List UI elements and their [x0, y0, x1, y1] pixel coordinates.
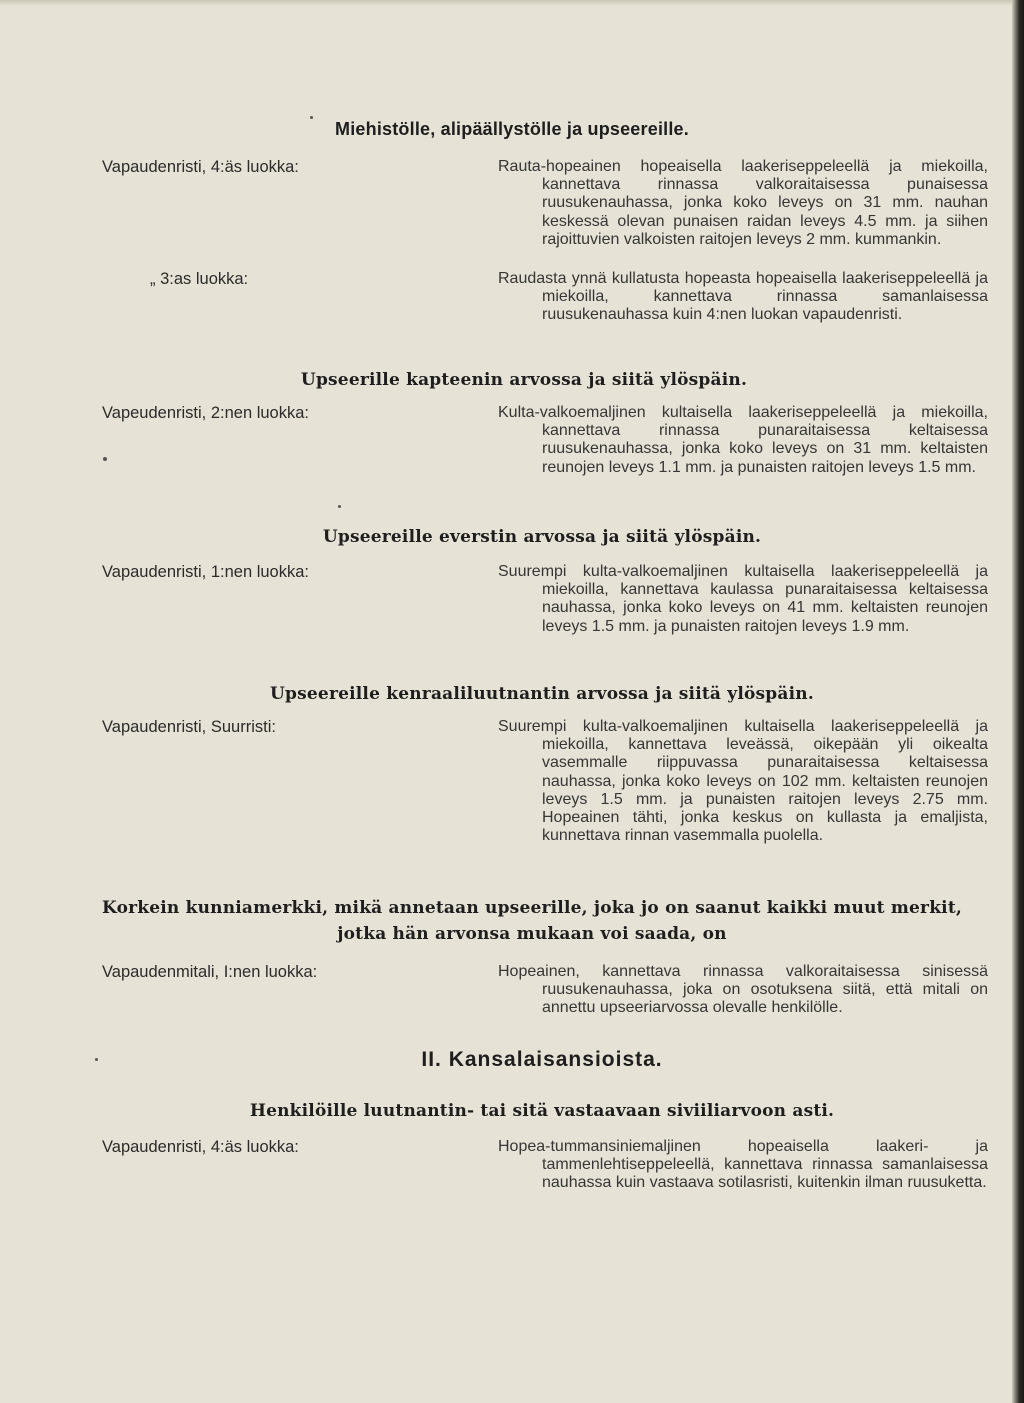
entry-label: „ 3:as luokka:	[150, 270, 249, 288]
section-heading-eversti: Upseereille everstin arvossa ja siitä ylöspäin.	[322, 527, 762, 547]
part-title: II. Kansalaisansioista.	[421, 1048, 663, 1071]
scan-speck	[103, 457, 107, 461]
entry-description: Raudasta ynnä kullatusta hopeasta hopeaisella laakeriseppeleellä ja miekoilla, kannettava rinnassa samanlaisessa ruusukenauhassa kuin 4:nen luokan vapaudenristi.	[498, 270, 988, 324]
scan-speck	[95, 1058, 98, 1061]
section-heading-kapteeni: Upseerille kapteenin arvossa ja siitä ylöspäin.	[300, 370, 748, 390]
entry-description: Suurempi kulta-valkoemaljinen kultaisella laakeriseppeleellä ja miekoilla, kannettava leveässä, oikepään yli oikealta vasemmalle riippuvassa punaraitaisessa keltaisessa nauhassa, jonka koko leveys on 102 mm. keltaisten reunojen leveys 1.5 mm. ja punaisten raitojen leveys 2.75 mm. Hopeainen tähti, jonka keskus on kullasta ja emaljista, kunnettava rinnan vasemmalla puolella.	[498, 718, 988, 845]
page-top-edge	[0, 0, 1024, 6]
section-heading-korkein-line2: jotka hän arvonsa mukaan voi saada, on	[337, 924, 727, 944]
entry-description: Kulta-valkoemaljinen kultaisella laakeriseppeleellä ja miekoilla, kannettava rinnassa punaraitaisessa keltaisessa ruusukenauhassa, jonka koko leveys on 31 mm. keltaisten reunojen leveys 1.1 mm. ja punaisten raitojen leveys 1.5 mm.	[498, 404, 988, 476]
entry-label: Vapaudenristi, Suurristi:	[102, 718, 276, 736]
entry-description: Hopeainen, kannettava rinnassa valkoraitaisessa sinisessä ruusukenauhassa, joka on osotuksena siitä, että mitali on annettu upseeriarvossa olevalle henkilölle.	[498, 963, 988, 1017]
entry-description: Suurempi kulta-valkoemaljinen kultaisella laakeriseppeleellä ja miekoilla, kannettava kaulassa punaraitaisessa keltaisessa nauhassa, jonka koko leveys on 41 mm. keltaisten reunojen leveys 1.5 mm. ja punaisten raitojen leveys 1.9 mm.	[498, 563, 988, 635]
entry-label: Vapeudenristi, 2:nen luokka:	[102, 404, 309, 422]
entry-description: Rauta-hopeainen hopeaisella laakeriseppeleellä ja miekoilla, kannettava rinnassa valkoraitaisessa punaisessa ruusukenauhassa, jonka koko leveys on 31 mm. nauhan keskessä olevan punaisen raidan leveys 4.5 mm. ja siihen rajoittuvien valkoisten raitojen leveys 2 mm. kummankin.	[498, 158, 988, 248]
entry-label: Vapaudenmitali, I:nen luokka:	[102, 963, 318, 981]
entry-label: Vapaudenristi, 4:äs luokka:	[102, 158, 299, 176]
scan-speck	[338, 505, 341, 508]
entry-label: Vapaudenristi, 4:äs luokka:	[102, 1138, 299, 1156]
entry-label: Vapaudenristi, 1:nen luokka:	[102, 563, 309, 581]
section-heading-korkein-line1: Korkein kunniamerkki, mikä annetaan upseerille, joka jo on saanut kaikki muut merkit,	[101, 898, 963, 918]
entry-description: Hopea-tummansiniemaljinen hopeaisella laakeri- ja tammenlehtiseppeleellä, kannettava rinnassa samanlaisessa nauhassa kuin vastaava sotilasristi, kuitenkin ilman ruusuketta.	[498, 1138, 988, 1192]
section-heading-luutnantti: Henkilöille luutnantin- tai sitä vastaavaan siviiliarvoon asti.	[249, 1101, 835, 1121]
section-heading-miehistolle: Miehistölle, alipäällystölle ja upseereille.	[335, 119, 689, 139]
section-heading-kenraaliluutnantti: Upseereille kenraaliluutnantin arvossa ja siitä ylöspäin.	[270, 684, 814, 704]
scan-speck	[310, 116, 313, 119]
